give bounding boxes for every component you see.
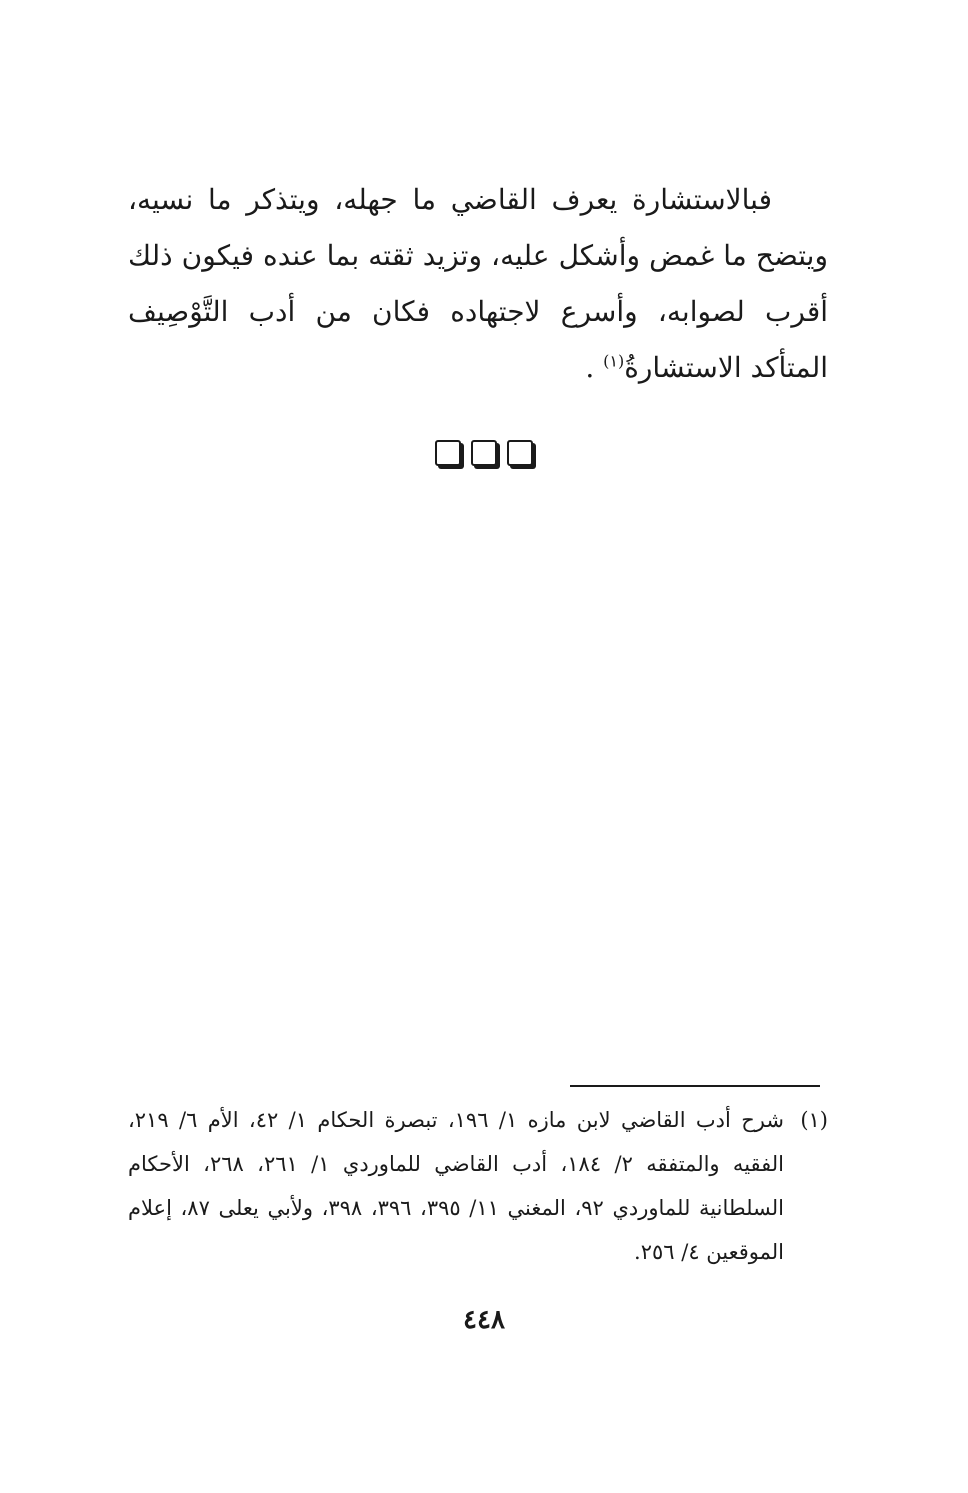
footnotes-section xyxy=(128,1098,828,1274)
footnote-text: شرح أدب القاضي لابن مازه ١/ ١٩٦، تبصرة الحكام ١/ ٤٢، الأم ٦/ ٢١٩، الفقيه والمتفقه ٢/ ١٨٤، أدب القاضي للماوردي ١/ ٢٦١، ٢٦٨، الأحكام السلطانية للماوردي ٩٢، المغني ١١/ ٣٩٥، ٣٩٦، ٣٩٨، ولأبي يعلى ٨٧، إعلام الموقعين ٤/ ٢٥٦. xyxy=(128,1108,785,1264)
section-separator xyxy=(0,440,968,466)
square-box-icon xyxy=(507,440,533,466)
paragraph-end-punctuation: . xyxy=(585,351,595,384)
footnote-number: (١) xyxy=(800,1108,828,1132)
paragraph-text: فبالاستشارة يعرف القاضي ما جهله، ويتذكر ما نسيه، ويتضح ما غمض وأشكل عليه، وتزيد ثقته بما عنده فيكون ذلك أقرب لصوابه، وأسرع لاجتهاده فكان من أدب التَّوْصِيف المتأكد الاستشارةُ xyxy=(128,183,828,384)
footnote-reference: (١) xyxy=(603,351,625,371)
main-paragraph xyxy=(128,172,828,396)
square-box-icon xyxy=(435,440,461,466)
footnote-divider xyxy=(570,1085,820,1087)
square-box-icon xyxy=(471,440,497,466)
footnote-item xyxy=(128,1098,828,1274)
page-number: ٤٤٨ xyxy=(463,1305,505,1335)
